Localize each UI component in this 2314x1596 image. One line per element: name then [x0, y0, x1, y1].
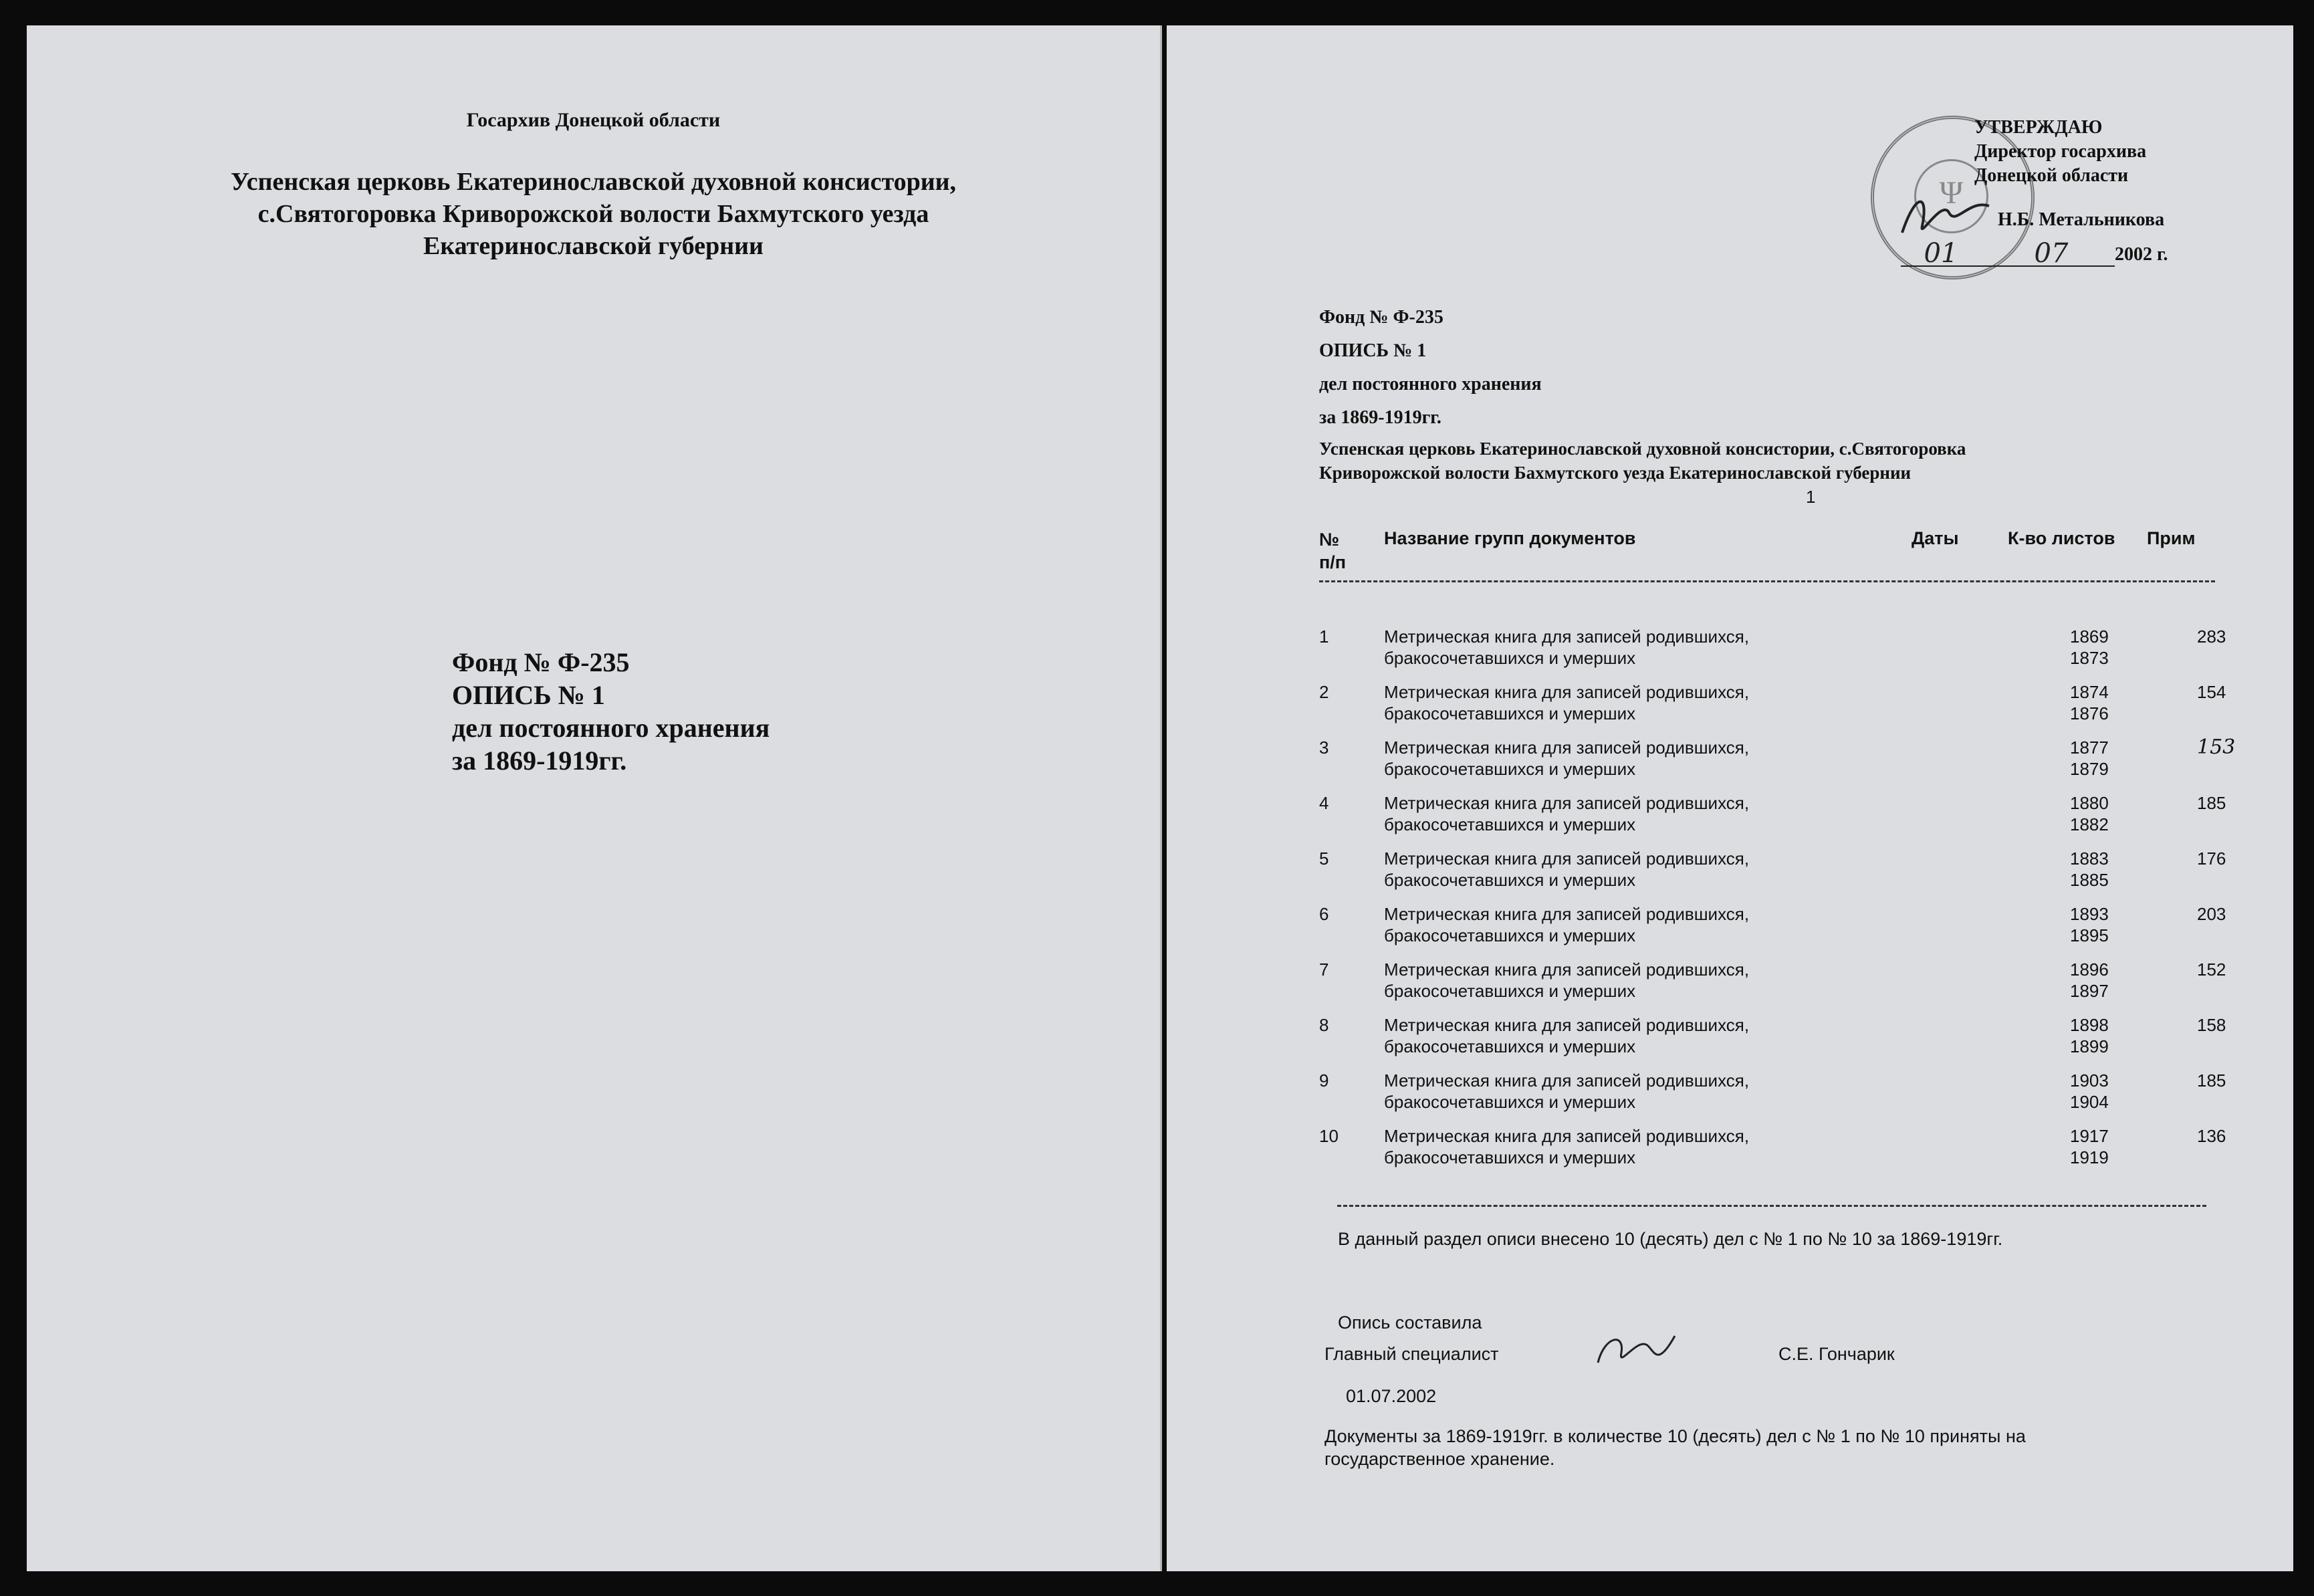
approval-day: 01 — [1901, 241, 1981, 267]
table-row — [1319, 681, 2226, 737]
church-title-line: Екатеринославской губернии — [423, 232, 764, 260]
row-number: 4 — [1319, 793, 1329, 813]
header-dates: Даты — [1912, 528, 1959, 548]
table-row — [1319, 959, 2226, 1014]
row-title-line2: бракосочетавшихся и умерших — [1384, 870, 1636, 890]
row-date-to: 1879 — [2070, 759, 2109, 779]
row-date-to: 1897 — [2070, 981, 2109, 1001]
row-date-to: 1882 — [2070, 814, 2109, 834]
row-number: 2 — [1319, 682, 1329, 702]
inventory-table — [1319, 626, 2236, 1181]
row-title-line1: Метрическая книга для записей родившихся, — [1384, 848, 1750, 869]
table-divider-bottom — [1337, 1205, 2206, 1207]
row-title — [1384, 959, 1852, 1002]
inventory-header — [1319, 301, 1542, 435]
header-sheets: К-во листов — [2008, 528, 2115, 548]
row-title-line1: Метрическая книга для записей родившихся, — [1384, 793, 1750, 813]
church-name-line: Успенская церковь Екатеринославской духовной консистории, с.Святогоровка — [1319, 439, 1966, 459]
compiled-by-label: Опись составила — [1338, 1313, 1482, 1333]
row-title-line1: Метрическая книга для записей родившихся, — [1384, 1015, 1750, 1035]
summary-note: В данный раздел описи внесено 10 (десять) дел с № 1 по № 10 за 1869-1919гг. — [1338, 1229, 2003, 1249]
church-title-line: Успенская церковь Екатеринославской духовной консистории, — [230, 168, 957, 196]
row-title-line1: Метрическая книга для записей родившихся, — [1384, 737, 1750, 758]
row-title — [1384, 848, 1852, 891]
table-row — [1319, 1125, 2226, 1181]
row-date-from: 1883 — [2070, 848, 2109, 869]
header-number-line2: п/п — [1319, 552, 1347, 572]
row-title-line1: Метрическая книга для записей родившихся, — [1384, 1126, 1750, 1146]
row-sheets: 158 — [2197, 1015, 2226, 1035]
row-sheets: 185 — [2197, 793, 2226, 813]
row-title — [1384, 903, 1852, 946]
opis-number: ОПИСЬ № 1 — [452, 680, 605, 710]
row-date-from: 1880 — [2070, 793, 2109, 813]
church-title-line: с.Святогоровка Криворожской волости Бахмутского уезда — [257, 200, 929, 228]
archive-name: Госархив Донецкой области — [466, 109, 721, 131]
row-title — [1384, 681, 1852, 724]
trident-icon: Ψ — [1939, 175, 1964, 211]
row-title-line1: Метрическая книга для записей родившихся, — [1384, 1070, 1750, 1091]
row-sheets: 176 — [2197, 848, 2226, 869]
church-name-line: Криворожской волости Бахмутского уезда Екатеринославской губернии — [1319, 463, 1912, 483]
row-number: 6 — [1319, 904, 1329, 924]
right-page — [1167, 25, 2293, 1571]
table-row — [1319, 1014, 2226, 1070]
header-name: Название групп документов — [1384, 528, 1636, 548]
row-title-line2: бракосочетавшихся и умерших — [1384, 981, 1636, 1001]
director-signature — [1895, 186, 1996, 253]
row-sheets: 203 — [2197, 904, 2226, 924]
row-title-line2: бракосочетавшихся и умерших — [1384, 814, 1636, 834]
row-date-to: 1873 — [2070, 648, 2109, 668]
row-date-to: 1899 — [2070, 1036, 2109, 1056]
approve-heading: УТВЕРЖДАЮ — [1974, 117, 2103, 138]
approver-name: Н.Б. Метальникова — [1998, 209, 2165, 230]
fond-number: Фонд № Ф-235 — [1319, 307, 1443, 328]
row-date-from: 1869 — [2070, 626, 2109, 647]
row-number: 7 — [1319, 959, 1329, 980]
row-number: 8 — [1319, 1015, 1329, 1035]
row-title-line1: Метрическая книга для записей родившихся, — [1384, 904, 1750, 924]
row-title — [1384, 1125, 1852, 1168]
row-number: 10 — [1319, 1126, 1339, 1146]
fond-block — [452, 646, 770, 777]
row-sheets: 154 — [2197, 682, 2226, 702]
row-title — [1384, 1014, 1852, 1057]
row-date-from: 1877 — [2070, 737, 2109, 758]
approval-month: 07 — [2014, 241, 2088, 267]
acceptance-note — [1324, 1425, 2127, 1470]
row-sheets: 152 — [2197, 959, 2226, 980]
row-date-to: 1885 — [2070, 870, 2109, 890]
row-number: 1 — [1319, 626, 1329, 647]
row-title — [1384, 792, 1852, 835]
row-date-from: 1917 — [2070, 1126, 2109, 1146]
row-sheets: 283 — [2197, 626, 2226, 647]
row-number: 3 — [1319, 737, 1329, 758]
row-date-from: 1896 — [2070, 959, 2109, 980]
years-range: за 1869-1919гг. — [452, 746, 627, 776]
table-row — [1319, 735, 2236, 792]
church-title — [194, 166, 993, 262]
storage-type: дел постоянного хранения — [1319, 374, 1542, 394]
row-date-from: 1903 — [2070, 1070, 2109, 1091]
acceptance-line: Документы за 1869-1919гг. в количестве 10 (десять) дел с № 1 по № 10 приняты на — [1324, 1426, 2026, 1446]
row-title-line2: бракосочетавшихся и умерших — [1384, 925, 1636, 945]
approval-year: 2002 г. — [2115, 244, 2168, 265]
row-title — [1384, 737, 1852, 780]
compiler-name: С.Е. Гончарик — [1778, 1344, 1895, 1364]
church-name — [1319, 437, 1966, 485]
table-row — [1319, 1070, 2226, 1125]
page-number: 1 — [1806, 487, 1816, 507]
table-divider — [1319, 580, 2215, 582]
row-sheets: 136 — [2197, 1126, 2226, 1146]
left-page — [27, 25, 1162, 1571]
row-date-from: 1874 — [2070, 682, 2109, 702]
storage-type: дел постоянного хранения — [452, 713, 770, 743]
acceptance-line: государственное хранение. — [1324, 1449, 1555, 1469]
compiler-position: Главный специалист — [1324, 1344, 1499, 1364]
row-date-from: 1893 — [2070, 904, 2109, 924]
row-title — [1384, 626, 1852, 669]
approver-region: Донецкой области — [1974, 165, 2129, 186]
header-note: Прим — [2147, 528, 2196, 548]
table-row — [1319, 903, 2226, 959]
compile-date: 01.07.2002 — [1346, 1386, 1437, 1406]
row-title-line2: бракосочетавшихся и умерших — [1384, 648, 1636, 668]
compiler-signature — [1591, 1329, 1678, 1376]
row-title-line2: бракосочетавшихся и умерших — [1384, 759, 1636, 779]
header-number — [1319, 528, 1346, 574]
row-date-to: 1919 — [2070, 1147, 2109, 1167]
row-date-to: 1895 — [2070, 925, 2109, 945]
row-title-line1: Метрическая книга для записей родившихся, — [1384, 959, 1750, 980]
row-title — [1384, 1070, 1852, 1113]
table-row — [1319, 626, 2226, 681]
table-row — [1319, 792, 2226, 848]
table-row — [1319, 848, 2226, 903]
row-title-line1: Метрическая книга для записей родившихся, — [1384, 682, 1750, 702]
row-title-line2: бракосочетавшихся и умерших — [1384, 1147, 1636, 1167]
row-title-line2: бракосочетавшихся и умерших — [1384, 703, 1636, 723]
opis-number: ОПИСЬ № 1 — [1319, 340, 1427, 361]
fond-number: Фонд № Ф-235 — [452, 647, 630, 677]
row-number: 5 — [1319, 848, 1329, 869]
row-title-line1: Метрическая книга для записей родившихся, — [1384, 626, 1750, 647]
row-title-line2: бракосочетавшихся и умерших — [1384, 1036, 1636, 1056]
header-number-line1: № — [1319, 530, 1340, 550]
years-range: за 1869-1919гг. — [1319, 407, 1441, 428]
approver-position: Директор госархива — [1974, 141, 2147, 162]
row-title-line2: бракосочетавшихся и умерших — [1384, 1092, 1636, 1112]
row-sheets-handwritten: 153 — [2197, 735, 2236, 759]
row-number: 9 — [1319, 1070, 1329, 1091]
row-date-to: 1876 — [2070, 703, 2109, 723]
row-date-to: 1904 — [2070, 1092, 2109, 1112]
row-sheets: 185 — [2197, 1070, 2226, 1091]
row-date-from: 1898 — [2070, 1015, 2109, 1035]
